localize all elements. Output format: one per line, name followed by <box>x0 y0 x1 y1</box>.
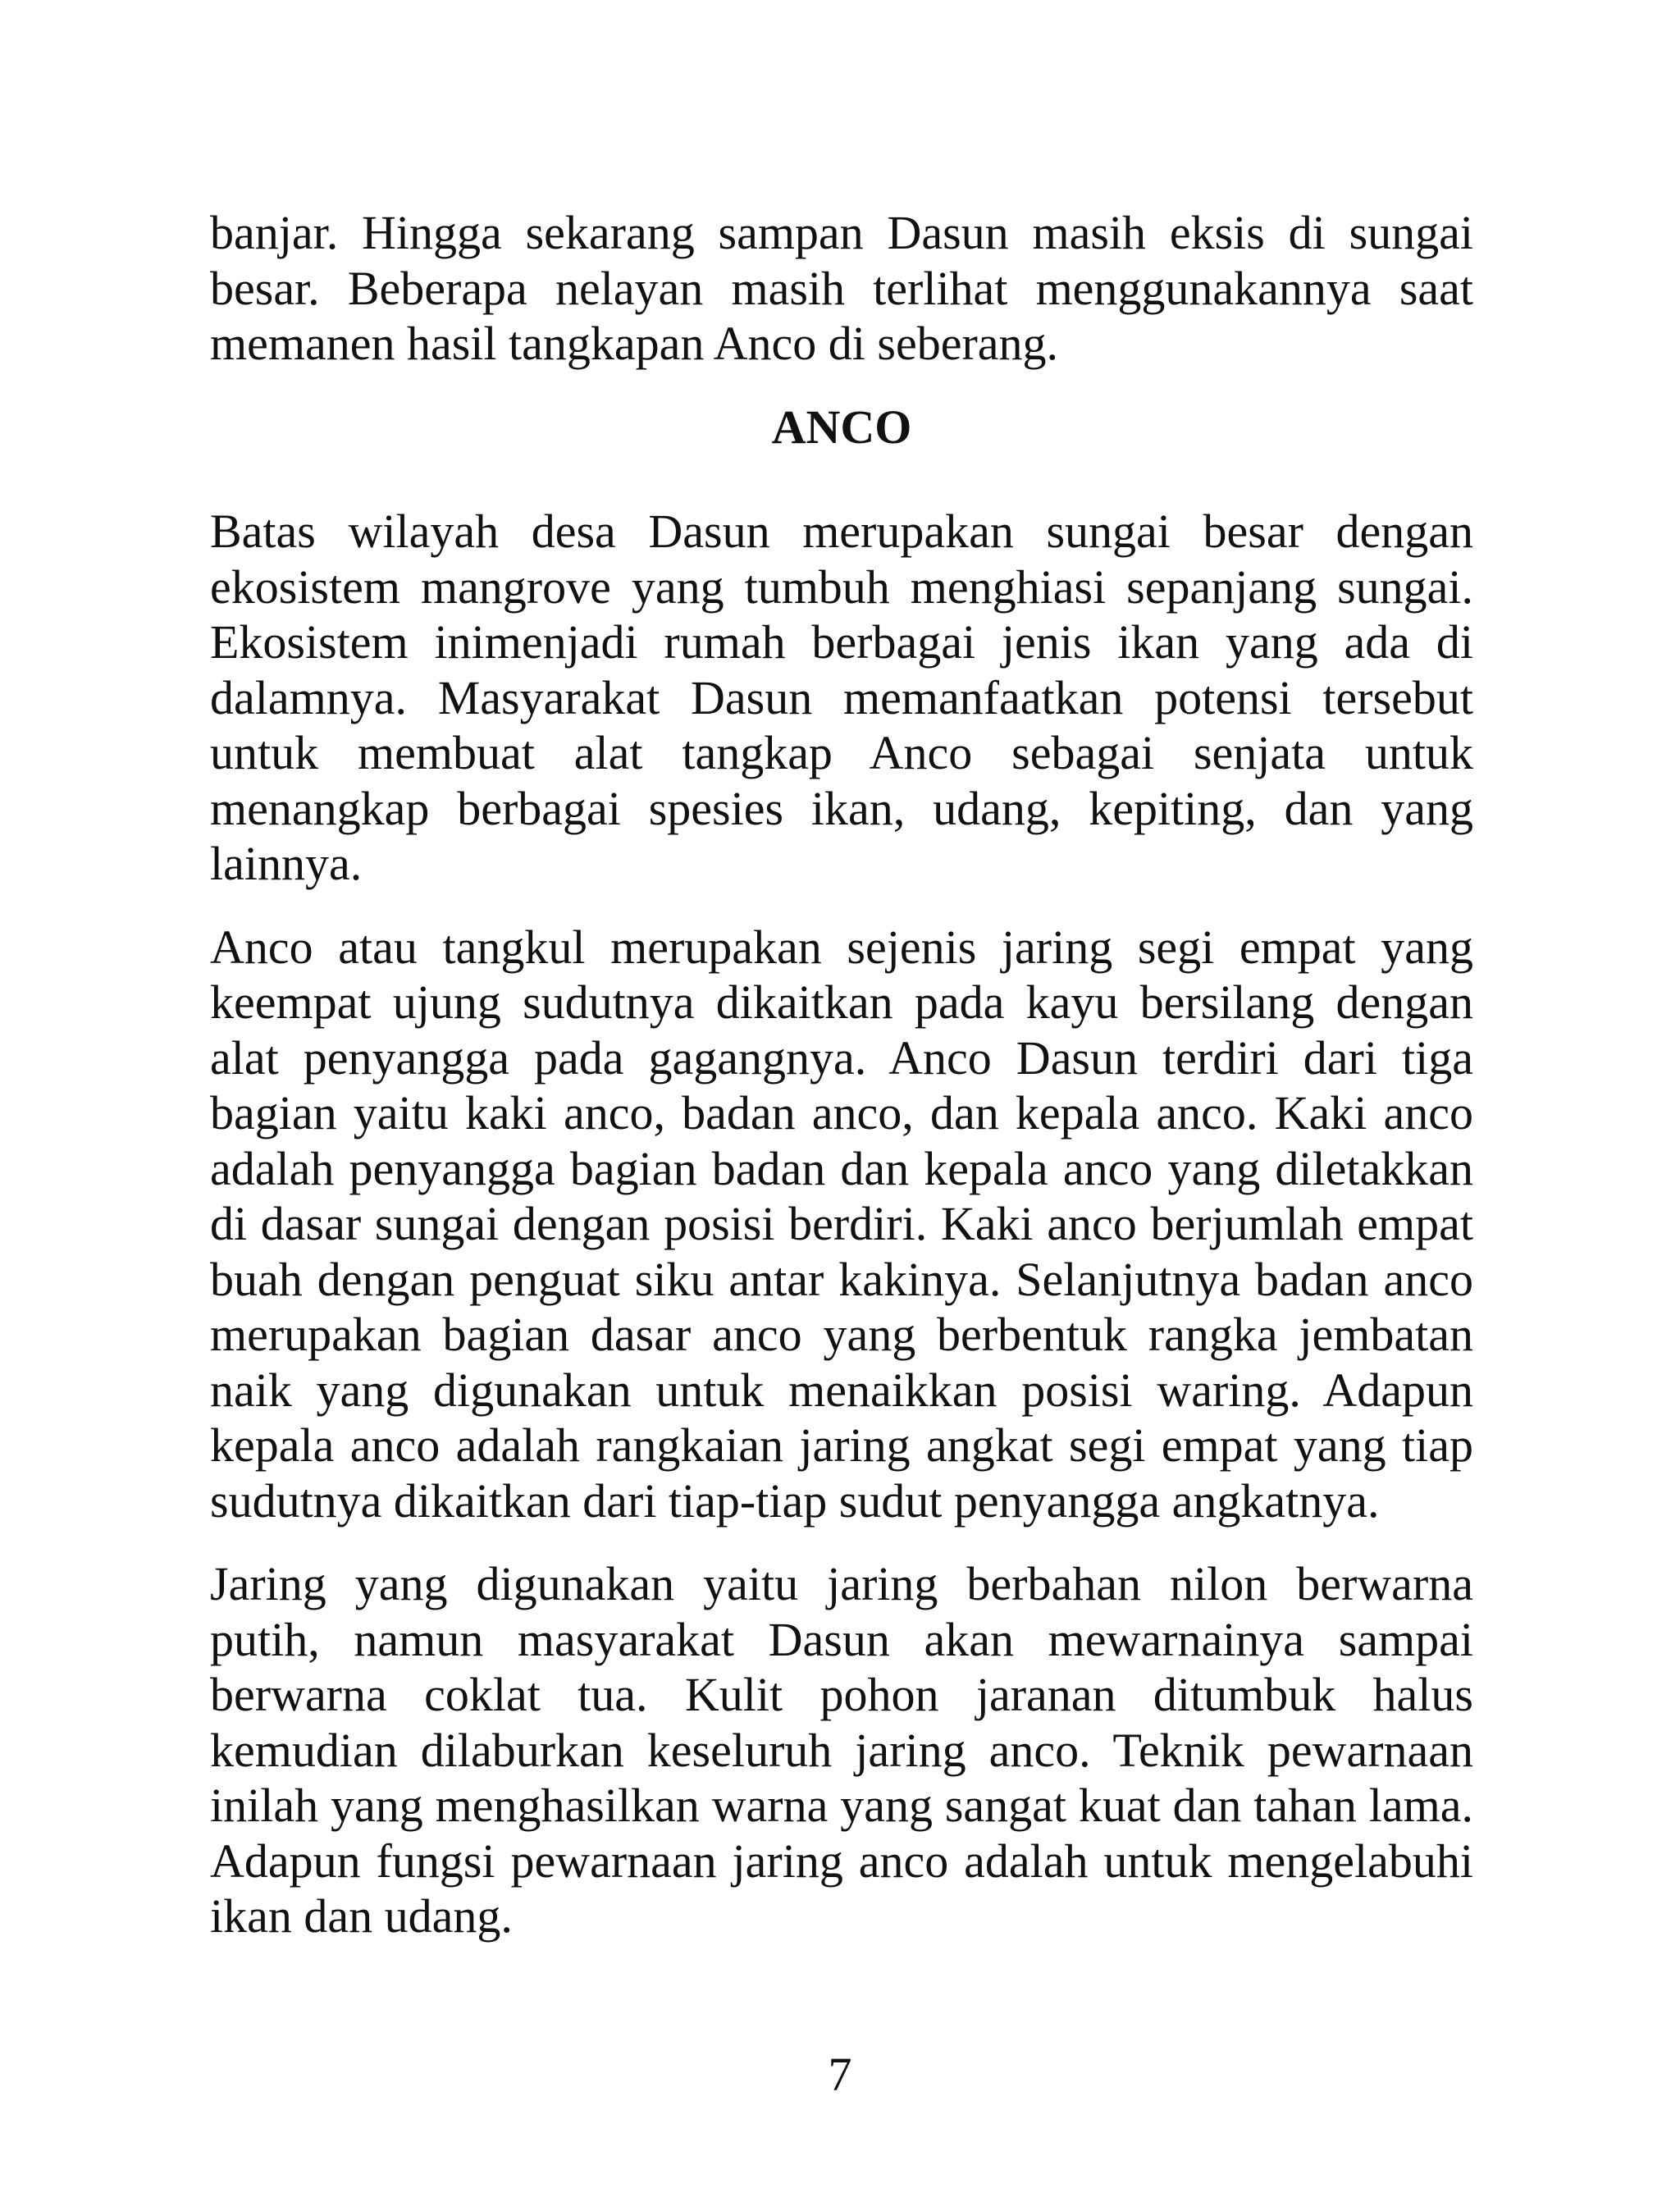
paragraph-1: Batas wilayah desa Dasun merupakan sungai besar dengan ekosistem mangrove yang tumbuh menghiasi sepanjang sungai. Ekosistem inimenjadi rumah berbagai jenis ikan yang ada di dalamnya. Masyarakat Dasun memanfaatkan potensi tersebut untuk membuat alat tangkap Anco sebagai senjata untuk menangkap berbagai spesies ikan, udang, kepiting, dan yang lainnya. <box>210 505 1473 890</box>
section-title: ANCO <box>771 400 912 454</box>
paragraph-continued: banjar. Hingga sekarang sampan Dasun masih eksis di sungai besar. Beberapa nelayan masih terlihat menggunakannya saat memanen hasil tangkapan Anco di seberang. <box>210 206 1473 370</box>
paragraph-2: Anco atau tangkul merupakan sejenis jaring segi empat yang keempat ujung sudutnya dikaitkan pada kayu bersilang dengan alat penyangga pada gagangnya. Anco Dasun terdiri dari tiga bagian yaitu kaki anco, badan anco, dan kepala anco. Kaki anco adalah penyangga bagian badan dan kepala anco yang diletakkan di dasar sungai dengan posisi berdiri. Kaki anco berjumlah empat buah dengan penguat siku antar kakinya. Selanjutnya badan anco merupakan bagian dasar anco yang berbentuk rangka jembatan naik yang digunakan untuk menaikkan posisi waring. Adapun kepala anco adalah rangkaian jaring angkat segi empat yang tiap sudutnya dikaitkan dari tiap-tiap sudut penyangga angkatnya. <box>210 920 1473 1528</box>
page-number: 7 <box>828 2048 852 2101</box>
page-body <box>210 205 1473 1944</box>
paragraph-3: Jaring yang digunakan yaitu jaring berbahan nilon berwarna putih, namun masyarakat Dasun akan mewarnainya sampai berwarna coklat tua. Kulit pohon jaranan ditumbuk halus kemudian dilaburkan keseluruh jaring anco. Teknik pewarnaan inilah yang menghasilkan warna yang sangat kuat dan tahan lama. Adapun fungsi pewarnaan jaring anco adalah untuk mengelabuhi ikan dan udang. <box>210 1557 1473 1943</box>
